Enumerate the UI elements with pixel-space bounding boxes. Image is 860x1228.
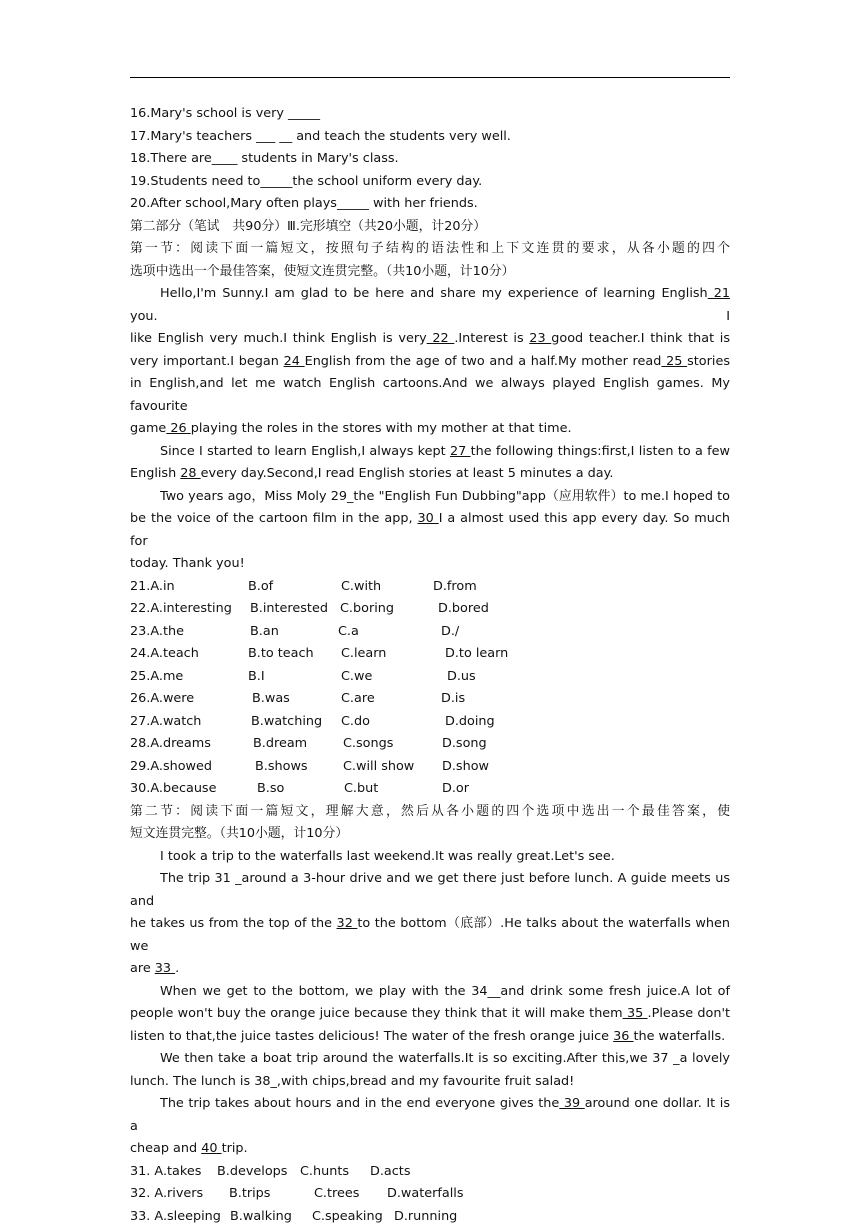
option-row xyxy=(130,576,730,599)
option-c: C.are xyxy=(341,688,441,711)
option-b: B.interested xyxy=(250,598,340,621)
passage-line xyxy=(130,1138,730,1161)
passage-text: The trip takes about hours and in the end everyone gives the xyxy=(160,1096,559,1111)
passage-line xyxy=(130,463,730,486)
question-17: 17.Mary's teachers ___ __ and teach the students very well. xyxy=(130,126,730,149)
option-b: B.so xyxy=(257,778,344,801)
passage2-paragraph3 xyxy=(130,981,730,1049)
blank-32: 32 xyxy=(337,916,358,931)
blank-22: 22 xyxy=(427,331,455,346)
passage2-paragraph5 xyxy=(130,1093,730,1161)
option-row xyxy=(130,778,730,801)
passage-text: the following things:first,I listen to a few xyxy=(471,444,730,459)
question-20: 20.After school,Mary often plays_____ with her friends. xyxy=(130,193,730,216)
passage-text: playing the roles in the stores with my mother at that time. xyxy=(191,421,572,436)
blank-21: 21 xyxy=(708,286,730,301)
question-16: 16.Mary's school is very _____ xyxy=(130,103,730,126)
passage-line xyxy=(130,418,730,441)
option-b: B.develops xyxy=(217,1161,300,1184)
option-a: 30.A.because xyxy=(130,778,257,801)
option-row xyxy=(130,643,730,666)
blank-28: 28 xyxy=(180,466,200,481)
passage-text: you. I xyxy=(130,309,730,324)
option-a: 21.A.in xyxy=(130,576,248,599)
passage-line xyxy=(130,441,730,464)
option-c: C.we xyxy=(341,666,447,689)
option-b: B.an xyxy=(250,621,338,644)
section1-instruction-line2: 选项中选出一个最佳答案，使短文连贯完整。（共10小题，计10分） xyxy=(130,261,730,284)
blank-27: 27 xyxy=(450,444,471,459)
passage-text: to the bottom（底部）.He talks about the waterfalls when we xyxy=(130,916,730,954)
passage-line: today. Thank you! xyxy=(130,553,730,576)
option-d: D./ xyxy=(441,621,459,644)
option-b: B.I xyxy=(248,666,341,689)
option-b: B.of xyxy=(248,576,341,599)
option-row xyxy=(130,666,730,689)
passage-line: lunch. The lunch is 38_,with chips,bread and my favourite fruit salad! xyxy=(130,1071,730,1094)
blank-23: 23 xyxy=(529,331,551,346)
header-rule xyxy=(130,77,730,78)
passage2-paragraph4 xyxy=(130,1048,730,1093)
passage-text: he takes us from the top of the xyxy=(130,916,337,931)
option-d: D.or xyxy=(442,778,469,801)
option-a: 26.A.were xyxy=(130,688,252,711)
passage-text: the waterfalls. xyxy=(633,1029,725,1044)
blank-40: 40 xyxy=(201,1141,221,1156)
part2-header: 第二部分（笔试 共90分）Ⅲ.完形填空（共20小题，计20分） xyxy=(130,216,730,239)
passage-text: very important.I began xyxy=(130,354,284,369)
passage-text: are xyxy=(130,961,155,976)
passage-text: Since I started to learn English,I always kept xyxy=(160,444,450,459)
passage-line xyxy=(130,1003,730,1026)
option-d: D.to learn xyxy=(445,643,508,666)
option-d: D.acts xyxy=(370,1161,410,1184)
passage1-paragraph2 xyxy=(130,441,730,486)
passage2-paragraph1: I took a trip to the waterfalls last weekend.It was really great.Let's see. xyxy=(130,846,730,869)
passage2-paragraph2 xyxy=(130,868,730,981)
blank-25: 25 xyxy=(661,354,687,369)
option-d: D.is xyxy=(441,688,465,711)
options-31-33 xyxy=(130,1161,730,1228)
option-d: D.doing xyxy=(445,711,495,734)
passage-text: I a almost used this app every day. So much for xyxy=(130,511,730,549)
passage-text: . xyxy=(175,961,179,976)
option-a: 31. A.takes xyxy=(130,1161,217,1184)
passage-line: When we get to the bottom, we play with the 34__and drink some fresh juice.A lot of xyxy=(130,981,730,1004)
option-c: C.songs xyxy=(343,733,442,756)
passage-text: stories xyxy=(687,354,730,369)
option-b: B.trips xyxy=(229,1183,314,1206)
option-a: 28.A.dreams xyxy=(130,733,253,756)
option-a: 32. A.rivers xyxy=(130,1183,229,1206)
option-a: 29.A.showed xyxy=(130,756,255,779)
option-c: C.a xyxy=(338,621,441,644)
option-d: D.from xyxy=(433,576,477,599)
option-row xyxy=(130,621,730,644)
passage-line xyxy=(130,351,730,374)
passage1-paragraph1 xyxy=(130,283,730,441)
option-a: 24.A.teach xyxy=(130,643,248,666)
option-c: C.with xyxy=(341,576,433,599)
option-row xyxy=(130,733,730,756)
option-a: 25.A.me xyxy=(130,666,248,689)
option-c: C.trees xyxy=(314,1183,387,1206)
passage-line: The trip 31 _around a 3-hour drive and we get there just before lunch. A guide meets us and xyxy=(130,868,730,913)
passage-text: like English very much.I think English is very xyxy=(130,331,427,346)
option-d: D.song xyxy=(442,733,487,756)
option-c: C.but xyxy=(344,778,442,801)
passage-text: listen to that,the juice tastes delicious! The water of the fresh orange juice xyxy=(130,1029,613,1044)
option-b: B.to teach xyxy=(248,643,341,666)
passage-line xyxy=(130,1093,730,1138)
option-c: C.will show xyxy=(343,756,442,779)
passage-text: English from the age of two and a half.My mother read xyxy=(305,354,662,369)
option-c: C.hunts xyxy=(300,1161,370,1184)
blank-26: 26 xyxy=(166,421,190,436)
option-c: C.do xyxy=(341,711,445,734)
passage-text: English xyxy=(130,466,180,481)
passage-text: be the voice of the cartoon film in the app, xyxy=(130,511,417,526)
option-a: 27.A.watch xyxy=(130,711,251,734)
option-b: B.watching xyxy=(251,711,341,734)
passage-line xyxy=(130,508,730,553)
option-b: B.shows xyxy=(255,756,343,779)
option-row xyxy=(130,598,730,621)
option-row xyxy=(130,711,730,734)
blank-39: 39 xyxy=(559,1096,584,1111)
blank-24: 24 xyxy=(284,354,305,369)
passage-text: cheap and xyxy=(130,1141,201,1156)
passage-line xyxy=(130,283,730,328)
blank-36: 36 xyxy=(613,1029,633,1044)
section2-instruction-line2: 短文连贯完整。（共10小题，计10分） xyxy=(130,823,730,846)
passage-text: game xyxy=(130,421,166,436)
passage-line: Two years ago，Miss Moly 29_the "English Fun Dubbing"app（应用软件）to me.I hoped to xyxy=(130,486,730,509)
option-c: C.boring xyxy=(340,598,438,621)
option-row xyxy=(130,756,730,779)
blank-33: 33 xyxy=(155,961,175,976)
section2-instruction-line1: 第二节：阅读下面一篇短文，理解大意，然后从各小题的四个选项中选出一个最佳答案，使 xyxy=(130,801,730,824)
option-row xyxy=(130,688,730,711)
passage-text: Hello,I'm Sunny.I am glad to be here and share my experience of learning English xyxy=(160,286,708,301)
passage1-paragraph3 xyxy=(130,486,730,576)
passage-text: .Interest is xyxy=(454,331,529,346)
passage-line xyxy=(130,328,730,351)
option-d: D.show xyxy=(442,756,489,779)
option-row xyxy=(130,1161,730,1184)
question-18: 18.There are____ students in Mary's class. xyxy=(130,148,730,171)
passage-line xyxy=(130,1026,730,1049)
passage-text: every day.Second,I read English stories at least 5 minutes a day. xyxy=(201,466,614,481)
exam-page xyxy=(130,103,730,1228)
passage-line xyxy=(130,913,730,958)
option-a: 33. A.sleeping xyxy=(130,1206,230,1228)
passage-text: good teacher.I think that is xyxy=(551,331,730,346)
question-19: 19.Students need to_____the school uniform every day. xyxy=(130,171,730,194)
blank-35: 35 xyxy=(623,1006,648,1021)
passage-text: .Please don't xyxy=(648,1006,730,1021)
passage-line: We then take a boat trip around the waterfalls.It is so exciting.After this,we 37 _a lovely xyxy=(130,1048,730,1071)
section1-instruction-line1: 第一节：阅读下面一篇短文，按照句子结构的语法性和上下文连贯的要求，从各小题的四个 xyxy=(130,238,730,261)
options-21-30 xyxy=(130,576,730,801)
option-row xyxy=(130,1206,730,1228)
option-d: D.running xyxy=(394,1206,457,1228)
blank-30: 30 xyxy=(417,511,438,526)
option-c: C.speaking xyxy=(312,1206,394,1228)
option-b: B.dream xyxy=(253,733,343,756)
option-c: C.learn xyxy=(341,643,445,666)
option-d: D.us xyxy=(447,666,476,689)
option-d: D.waterfalls xyxy=(387,1183,464,1206)
passage-line xyxy=(130,958,730,981)
passage-text: people won't buy the orange juice because they think that it will make them xyxy=(130,1006,623,1021)
option-b: B.was xyxy=(252,688,341,711)
option-d: D.bored xyxy=(438,598,489,621)
passage-text: trip. xyxy=(222,1141,248,1156)
passage-text: around one dollar. It is a xyxy=(130,1096,730,1134)
option-a: 22.A.interesting xyxy=(130,598,250,621)
passage-line: in English,and let me watch English cartoons.And we always played English games. My favourite xyxy=(130,373,730,418)
option-a: 23.A.the xyxy=(130,621,250,644)
option-b: B.walking xyxy=(230,1206,312,1228)
option-row xyxy=(130,1183,730,1206)
